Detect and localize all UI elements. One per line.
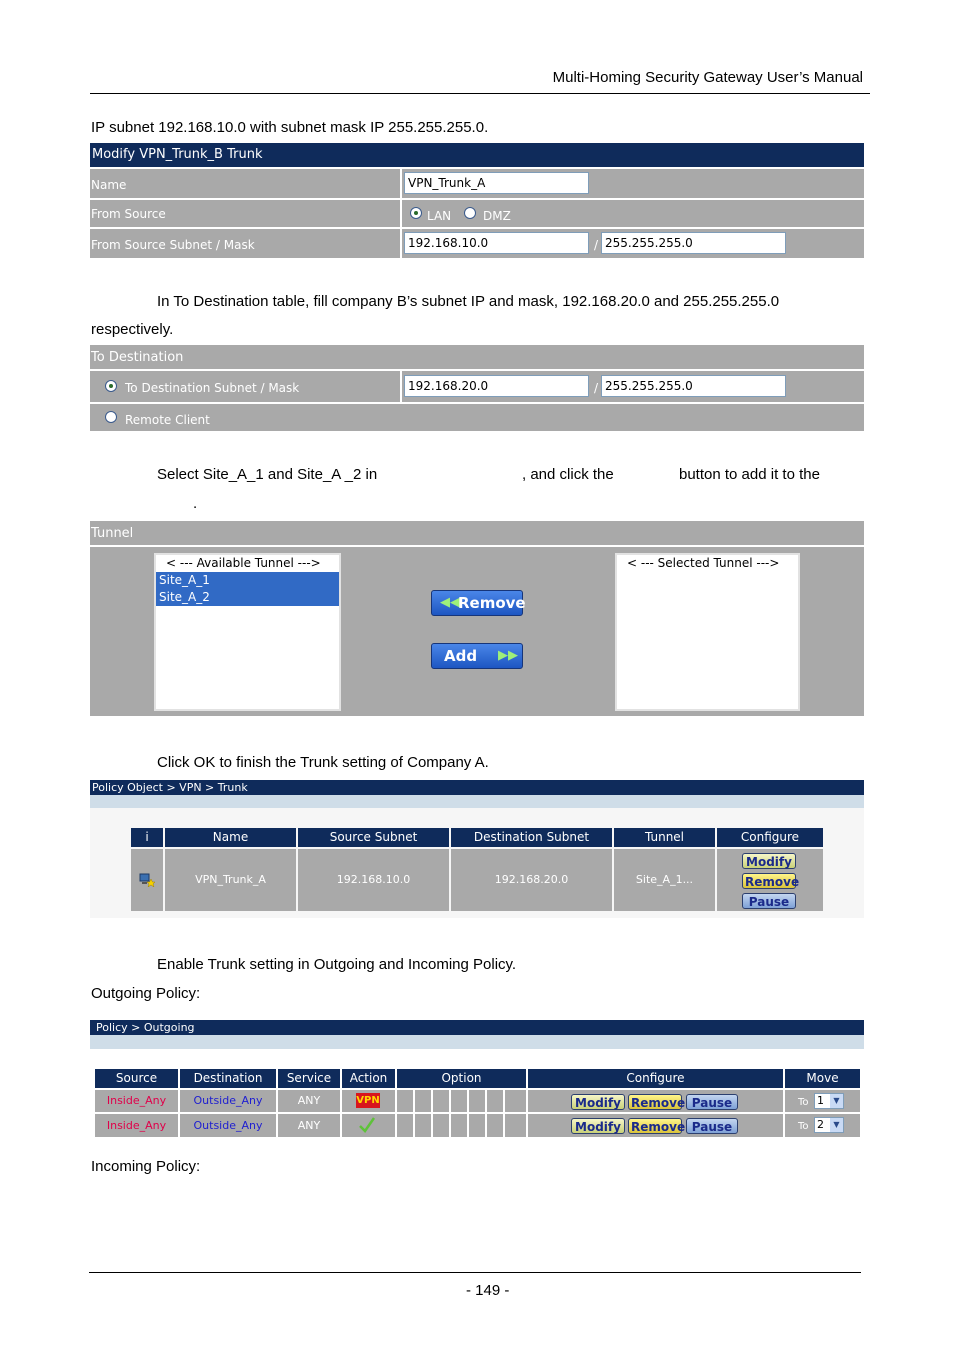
remove-tunnel-label: Remove: [458, 594, 526, 612]
intro-text: IP subnet 192.168.10.0 with subnet mask IP 255.255.255.0.: [91, 119, 489, 136]
outgoing-option-5: [469, 1090, 485, 1112]
outgoing-col-move: Move: [785, 1069, 860, 1088]
outgoing-row: [95, 1114, 860, 1137]
trunk-row-destination: 192.168.20.0: [451, 849, 612, 911]
dmz-radio[interactable]: [464, 207, 476, 219]
available-tunnel-item[interactable]: Site_A_2: [156, 589, 339, 606]
incoming-policy-label: Incoming Policy:: [91, 1158, 201, 1175]
outgoing-subheader: [90, 1035, 864, 1049]
outgoing-pause-button[interactable]: Pause: [686, 1118, 738, 1134]
outgoing-col-service: Service: [278, 1069, 340, 1088]
outgoing-option-6: [487, 1114, 503, 1137]
outgoing-option-6: [487, 1090, 503, 1112]
slash-separator: /: [594, 238, 599, 252]
outgoing-col-option: Option: [397, 1069, 526, 1088]
outgoing-col-configure: Configure: [528, 1069, 783, 1088]
trunk-breadcrumb: Policy Object > VPN > Trunk: [92, 781, 248, 794]
trunk-pause-button[interactable]: Pause: [742, 893, 796, 909]
tunnel-instructions-click: , and click the: [522, 466, 614, 483]
trunk-modify-button[interactable]: Modify: [742, 853, 796, 869]
outgoing-option-4: [451, 1114, 467, 1137]
trunk-col-name: Name: [165, 828, 296, 847]
lan-label: LAN: [427, 209, 452, 223]
destination-title: To Destination: [91, 350, 184, 365]
remote-client-radio[interactable]: [105, 411, 117, 423]
dest-subnet-label: To Destination Subnet / Mask: [125, 381, 300, 395]
outgoing-option-4: [451, 1090, 467, 1112]
trunk-row-name: VPN_Trunk_A: [165, 849, 296, 911]
trunk-col-configure: Configure: [717, 828, 823, 847]
trunk-col-destination: Destination Subnet: [451, 828, 612, 847]
outgoing-destination: Outside_Any: [180, 1114, 276, 1137]
trunk-col-tunnel: Tunnel: [614, 828, 715, 847]
remove-tunnel-button[interactable]: [431, 590, 526, 616]
outgoing-option-3: [433, 1090, 449, 1112]
source-mask-input[interactable]: 255.255.255.0: [601, 232, 786, 254]
tunnel-instructions-period: .: [193, 495, 198, 512]
destination-instructions-cont: respectively.: [91, 321, 174, 338]
trunk-row-source: 192.168.10.0: [298, 849, 449, 911]
destination-instructions: In To Destination table, fill company B’s subnet IP and mask, 192.168.20.0 and 255.255.255.0: [157, 293, 780, 310]
tunnel-instructions-button: button to add it to the: [679, 466, 820, 483]
outgoing-source: Inside_Any: [95, 1114, 178, 1137]
tunnel-title: Tunnel: [91, 526, 134, 541]
modify-trunk-title: Modify VPN_Trunk_B Trunk: [92, 147, 263, 162]
ok-instructions: Click OK to finish the Trunk setting of Company A.: [157, 754, 489, 771]
outgoing-remove-button[interactable]: Remove: [628, 1118, 682, 1134]
move-to-label: To: [798, 1121, 809, 1132]
manual-title: Multi-Homing Security Gateway User’s Manual: [552, 69, 863, 86]
header-rule: [90, 93, 870, 94]
outgoing-remove-button[interactable]: Remove: [628, 1094, 682, 1110]
double-right-arrow-icon: ▶▶: [498, 648, 518, 663]
move-select[interactable]: [814, 1117, 844, 1133]
outgoing-policy-label: Outgoing Policy:: [91, 985, 201, 1002]
outgoing-option-2: [415, 1090, 431, 1112]
outgoing-col-action: Action: [342, 1069, 395, 1088]
dmz-label: DMZ: [483, 209, 511, 223]
trunk-remove-button[interactable]: Remove: [742, 873, 796, 889]
tunnel-title-bar: [90, 521, 864, 545]
selected-tunnel-list[interactable]: [615, 553, 800, 711]
outgoing-modify-button[interactable]: Modify: [571, 1094, 625, 1110]
tunnel-instructions-select: Select Site_A_1 and Site_A _2 in: [157, 466, 378, 483]
from-source-label-cell: [90, 200, 400, 227]
outgoing-source: Inside_Any: [95, 1090, 178, 1112]
outgoing-breadcrumb-bar: [90, 1020, 864, 1035]
page-number: - 149 -: [466, 1282, 510, 1299]
available-tunnel-list[interactable]: [154, 553, 341, 711]
modify-trunk-form: [90, 168, 864, 258]
outgoing-row: [95, 1090, 860, 1112]
dest-slash-separator: /: [594, 381, 599, 395]
trunk-row-icon-cell: [131, 849, 163, 911]
lan-radio[interactable]: [410, 207, 422, 219]
double-left-arrow-icon: ◀◀: [440, 595, 460, 610]
outgoing-service: ANY: [278, 1114, 340, 1137]
outgoing-service: ANY: [278, 1090, 340, 1112]
outgoing-action: [342, 1114, 395, 1137]
add-tunnel-label: Add: [444, 647, 478, 665]
dest-subnet-input[interactable]: 192.168.20.0: [404, 375, 589, 397]
dest-subnet-radio[interactable]: [105, 380, 117, 392]
vpn-icon: VPN: [356, 1095, 380, 1106]
outgoing-col-destination: Destination: [180, 1069, 276, 1088]
subnet-label: From Source Subnet / Mask: [91, 238, 255, 252]
modify-trunk-title-bar: [90, 143, 864, 167]
outgoing-action: [342, 1090, 395, 1112]
move-to-label: To: [798, 1097, 809, 1108]
available-tunnel-item[interactable]: Site_A_1: [156, 572, 339, 589]
source-subnet-input[interactable]: 192.168.10.0: [404, 232, 589, 254]
check-icon: [358, 1116, 376, 1137]
move-select-value: 1: [817, 1094, 824, 1107]
outgoing-option-1: [397, 1114, 413, 1137]
outgoing-pause-button[interactable]: Pause: [686, 1094, 738, 1110]
add-tunnel-button[interactable]: [431, 643, 523, 669]
outgoing-breadcrumb: Policy > Outgoing: [96, 1021, 195, 1034]
trunk-col-i: i: [131, 828, 163, 847]
subnet-label-cell: [90, 229, 400, 258]
dest-mask-input[interactable]: 255.255.255.0: [601, 375, 786, 397]
outgoing-modify-button[interactable]: Modify: [571, 1118, 625, 1134]
available-tunnel-header[interactable]: < --- Available Tunnel --->: [166, 556, 321, 570]
outgoing-option-7: [505, 1114, 526, 1137]
trunk-col-source: Source Subnet: [298, 828, 449, 847]
selected-tunnel-header[interactable]: < --- Selected Tunnel --->: [627, 556, 780, 570]
name-label: Name: [91, 178, 127, 192]
trunk-status-icon: [139, 873, 153, 885]
outgoing-option-5: [469, 1114, 485, 1137]
outgoing-col-source: Source: [95, 1069, 178, 1088]
name-label-cell: [90, 169, 400, 198]
trunk-breadcrumb-bar: [90, 780, 864, 795]
move-select[interactable]: [814, 1093, 844, 1109]
trunk-subheader: [90, 795, 864, 808]
outgoing-destination: Outside_Any: [180, 1090, 276, 1112]
outgoing-option-3: [433, 1114, 449, 1137]
remote-client-label: Remote Client: [125, 413, 210, 427]
chevron-down-icon: ▼: [830, 1094, 843, 1108]
from-source-label: From Source: [91, 207, 166, 221]
footer-rule: [89, 1272, 861, 1273]
outgoing-option-7: [505, 1090, 526, 1112]
trunk-row-tunnel: Site_A_1...: [614, 849, 715, 911]
outgoing-option-1: [397, 1090, 413, 1112]
destination-title-bar: [90, 345, 864, 369]
move-select-value: 2: [817, 1118, 824, 1131]
outgoing-option-2: [415, 1114, 431, 1137]
policy-instructions: Enable Trunk setting in Outgoing and Incoming Policy.: [157, 956, 517, 973]
chevron-down-icon: ▼: [830, 1118, 843, 1132]
name-input[interactable]: VPN_Trunk_A: [404, 172, 589, 194]
